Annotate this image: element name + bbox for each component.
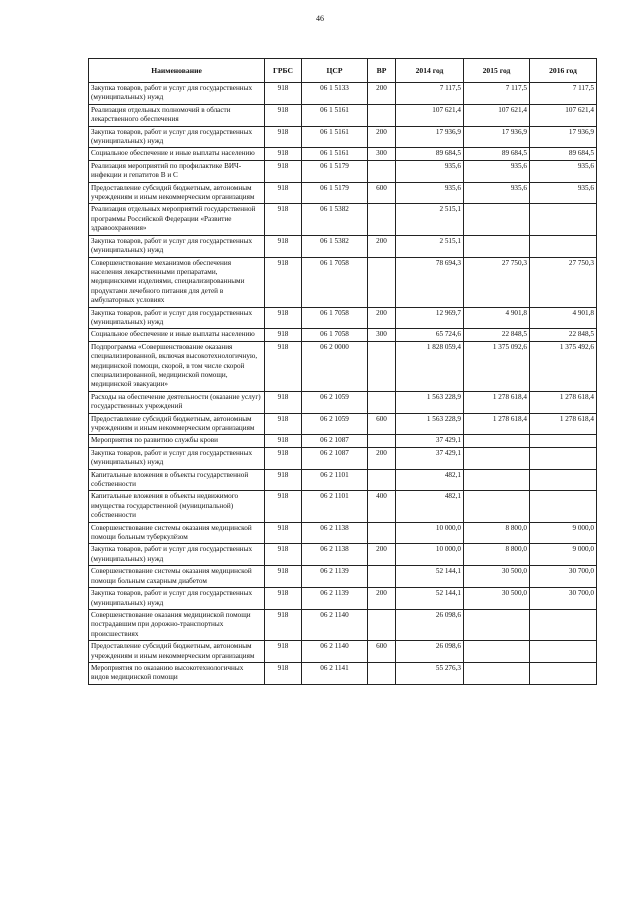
cell-vr: 300 [368, 329, 396, 341]
cell-name: Закупка товаров, работ и услуг для государственных (муниципальных) нужд [89, 235, 265, 257]
cell-2015 [464, 235, 530, 257]
cell-2016 [530, 609, 597, 640]
table-row [89, 413, 597, 435]
cell-name: Закупка товаров, работ и услуг для государственных (муниципальных) нужд [89, 83, 265, 105]
column-header-name: Наименование [89, 59, 265, 83]
cell-csr: 06 2 1059 [302, 413, 368, 435]
cell-2014: 7 117,5 [396, 83, 464, 105]
cell-name: Реализация отдельных полномочий в области лекарственного обеспечения [89, 104, 265, 126]
cell-vr [368, 662, 396, 684]
cell-vr [368, 435, 396, 447]
cell-2016: 17 936,9 [530, 126, 597, 148]
cell-grbs: 918 [265, 413, 302, 435]
cell-name: Совершенствование системы оказания медицинской помощи больным сахарным диабетом [89, 566, 265, 588]
cell-2015: 17 936,9 [464, 126, 530, 148]
cell-vr: 200 [368, 126, 396, 148]
cell-2015: 1 278 618,4 [464, 391, 530, 413]
cell-grbs: 918 [265, 641, 302, 663]
cell-csr: 06 2 1087 [302, 435, 368, 447]
cell-2014: 2 515,1 [396, 204, 464, 235]
table-row [89, 329, 597, 341]
cell-2016: 30 700,0 [530, 566, 597, 588]
cell-2014: 52 144,1 [396, 566, 464, 588]
cell-2016 [530, 435, 597, 447]
table-row [89, 522, 597, 544]
cell-name: Капитальные вложения в объекты государственной собственности [89, 469, 265, 491]
cell-vr [368, 104, 396, 126]
cell-csr: 06 2 1139 [302, 588, 368, 610]
cell-csr: 06 1 5179 [302, 160, 368, 182]
table-row [89, 148, 597, 160]
cell-2016 [530, 469, 597, 491]
cell-2015 [464, 491, 530, 522]
cell-2014: 935,6 [396, 160, 464, 182]
cell-csr: 06 1 5133 [302, 83, 368, 105]
cell-2015: 8 800,0 [464, 544, 530, 566]
table-row [89, 447, 597, 469]
cell-csr: 06 2 1101 [302, 469, 368, 491]
cell-2016: 4 901,8 [530, 307, 597, 329]
cell-name: Совершенствование оказания медицинской помощи пострадавшим при дорожно-транспортных происшествиях [89, 609, 265, 640]
cell-vr: 400 [368, 491, 396, 522]
cell-2016: 107 621,4 [530, 104, 597, 126]
table-row [89, 641, 597, 663]
cell-2014: 37 429,1 [396, 435, 464, 447]
cell-2014: 55 276,3 [396, 662, 464, 684]
cell-csr: 06 1 7058 [302, 257, 368, 307]
cell-vr: 600 [368, 182, 396, 204]
cell-2016 [530, 641, 597, 663]
cell-2014: 10 000,0 [396, 522, 464, 544]
cell-2015: 1 375 092,6 [464, 341, 530, 391]
table-row [89, 341, 597, 391]
cell-vr [368, 341, 396, 391]
table-row [89, 204, 597, 235]
cell-2015 [464, 662, 530, 684]
cell-name: Капитальные вложения в объекты недвижимого имущества государственной (муниципальной) собственности [89, 491, 265, 522]
cell-grbs: 918 [265, 341, 302, 391]
cell-name: Реализация отдельных мероприятий государственной программы Российской Федерации «Развитие здравоохранения» [89, 204, 265, 235]
cell-csr: 06 1 5161 [302, 126, 368, 148]
cell-2014: 26 098,6 [396, 641, 464, 663]
cell-2015: 935,6 [464, 160, 530, 182]
cell-2015 [464, 204, 530, 235]
cell-2016 [530, 447, 597, 469]
cell-2014: 37 429,1 [396, 447, 464, 469]
cell-2014: 107 621,4 [396, 104, 464, 126]
cell-grbs: 918 [265, 391, 302, 413]
cell-name: Закупка товаров, работ и услуг для государственных (муниципальных) нужд [89, 447, 265, 469]
cell-vr [368, 522, 396, 544]
cell-2014: 17 936,9 [396, 126, 464, 148]
cell-name: Мероприятия по развитию службы крови [89, 435, 265, 447]
cell-2015: 4 901,8 [464, 307, 530, 329]
cell-2015: 1 278 618,4 [464, 413, 530, 435]
cell-2016: 9 000,0 [530, 522, 597, 544]
cell-csr: 06 2 1140 [302, 609, 368, 640]
cell-2014: 935,6 [396, 182, 464, 204]
cell-2016: 1 375 492,6 [530, 341, 597, 391]
column-header-2015: 2015 год [464, 59, 530, 83]
cell-2016: 935,6 [530, 182, 597, 204]
cell-name: Предоставление субсидий бюджетным, автономным учреждениям и иным некоммерческим организациям [89, 413, 265, 435]
cell-vr: 200 [368, 235, 396, 257]
cell-grbs: 918 [265, 544, 302, 566]
cell-name: Закупка товаров, работ и услуг для государственных (муниципальных) нужд [89, 126, 265, 148]
cell-name: Мероприятия по оказанию высокотехнологичных видов медицинской помощи [89, 662, 265, 684]
cell-name: Совершенствование системы оказания медицинской помощи больным туберкулёзом [89, 522, 265, 544]
table-header-row [89, 59, 597, 83]
table-row [89, 235, 597, 257]
table-row [89, 566, 597, 588]
column-header-2014: 2014 год [396, 59, 464, 83]
cell-vr: 200 [368, 588, 396, 610]
cell-name: Социальное обеспечение и иные выплаты населению [89, 329, 265, 341]
table-row [89, 469, 597, 491]
cell-2014: 52 144,1 [396, 588, 464, 610]
cell-2016: 1 278 618,4 [530, 391, 597, 413]
budget-table [88, 58, 597, 685]
cell-name: Расходы на обеспечение деятельности (оказание услуг) государственных учреждений [89, 391, 265, 413]
cell-grbs: 918 [265, 447, 302, 469]
cell-grbs: 918 [265, 104, 302, 126]
cell-2014: 12 969,7 [396, 307, 464, 329]
cell-2016 [530, 491, 597, 522]
cell-csr: 06 1 7058 [302, 329, 368, 341]
cell-2014: 89 684,5 [396, 148, 464, 160]
cell-2014: 1 563 228,9 [396, 391, 464, 413]
cell-2014: 26 098,6 [396, 609, 464, 640]
cell-vr: 600 [368, 641, 396, 663]
cell-2014: 2 515,1 [396, 235, 464, 257]
cell-2014: 10 000,0 [396, 544, 464, 566]
cell-grbs: 918 [265, 307, 302, 329]
cell-csr: 06 1 5179 [302, 182, 368, 204]
cell-2014: 1 563 228,9 [396, 413, 464, 435]
cell-2015: 8 800,0 [464, 522, 530, 544]
cell-vr: 200 [368, 447, 396, 469]
cell-name: Закупка товаров, работ и услуг для государственных (муниципальных) нужд [89, 588, 265, 610]
cell-2016 [530, 235, 597, 257]
cell-2016: 30 700,0 [530, 588, 597, 610]
column-header-vr: ВР [368, 59, 396, 83]
cell-grbs: 918 [265, 662, 302, 684]
column-header-grbs: ГРБС [265, 59, 302, 83]
cell-vr [368, 566, 396, 588]
table-row [89, 391, 597, 413]
cell-2015: 107 621,4 [464, 104, 530, 126]
cell-grbs: 918 [265, 182, 302, 204]
cell-2014: 1 828 059,4 [396, 341, 464, 391]
cell-vr [368, 160, 396, 182]
cell-2016: 89 684,5 [530, 148, 597, 160]
cell-csr: 06 1 5161 [302, 148, 368, 160]
cell-vr: 200 [368, 307, 396, 329]
cell-2015 [464, 469, 530, 491]
cell-2016: 1 278 618,4 [530, 413, 597, 435]
cell-2016 [530, 204, 597, 235]
cell-vr [368, 469, 396, 491]
cell-2016: 27 750,3 [530, 257, 597, 307]
table-row [89, 662, 597, 684]
cell-name: Совершенствование механизмов обеспечения населения лекарственными препаратами, медицинскими изделиями, специализированными продуктами лечебного питания для детей в амбулаторных условиях [89, 257, 265, 307]
cell-2014: 65 724,6 [396, 329, 464, 341]
cell-2015: 7 117,5 [464, 83, 530, 105]
cell-grbs: 918 [265, 148, 302, 160]
cell-2016: 7 117,5 [530, 83, 597, 105]
cell-vr: 300 [368, 148, 396, 160]
cell-name: Предоставление субсидий бюджетным, автономным учреждениям и иным некоммерческим организациям [89, 641, 265, 663]
cell-2016: 22 848,5 [530, 329, 597, 341]
cell-vr [368, 609, 396, 640]
cell-2016 [530, 662, 597, 684]
table-row [89, 182, 597, 204]
table-row [89, 307, 597, 329]
cell-csr: 06 2 1141 [302, 662, 368, 684]
cell-2015 [464, 609, 530, 640]
cell-name: Предоставление субсидий бюджетным, автономным учреждениям и иным некоммерческим организациям [89, 182, 265, 204]
cell-csr: 06 1 7058 [302, 307, 368, 329]
cell-name: Закупка товаров, работ и услуг для государственных (муниципальных) нужд [89, 307, 265, 329]
cell-2015: 22 848,5 [464, 329, 530, 341]
cell-2015 [464, 447, 530, 469]
cell-grbs: 918 [265, 257, 302, 307]
cell-grbs: 918 [265, 588, 302, 610]
cell-2014: 482,1 [396, 469, 464, 491]
cell-2015: 935,6 [464, 182, 530, 204]
cell-2015 [464, 435, 530, 447]
table-row [89, 160, 597, 182]
cell-2015: 89 684,5 [464, 148, 530, 160]
table-row [89, 544, 597, 566]
cell-grbs: 918 [265, 83, 302, 105]
table-row [89, 491, 597, 522]
cell-grbs: 918 [265, 235, 302, 257]
cell-name: Закупка товаров, работ и услуг для государственных (муниципальных) нужд [89, 544, 265, 566]
cell-csr: 06 2 0000 [302, 341, 368, 391]
cell-csr: 06 2 1087 [302, 447, 368, 469]
cell-vr [368, 391, 396, 413]
cell-2016: 935,6 [530, 160, 597, 182]
cell-csr: 06 2 1138 [302, 522, 368, 544]
cell-vr [368, 204, 396, 235]
table-row [89, 126, 597, 148]
cell-2015: 30 500,0 [464, 588, 530, 610]
table-row [89, 435, 597, 447]
cell-grbs: 918 [265, 469, 302, 491]
cell-vr: 200 [368, 83, 396, 105]
cell-vr: 200 [368, 544, 396, 566]
column-header-csr: ЦСР [302, 59, 368, 83]
cell-grbs: 918 [265, 435, 302, 447]
cell-csr: 06 2 1059 [302, 391, 368, 413]
cell-2015: 30 500,0 [464, 566, 530, 588]
cell-csr: 06 1 5382 [302, 235, 368, 257]
cell-grbs: 918 [265, 126, 302, 148]
table-row [89, 609, 597, 640]
cell-2014: 482,1 [396, 491, 464, 522]
cell-csr: 06 2 1140 [302, 641, 368, 663]
cell-csr: 06 2 1139 [302, 566, 368, 588]
table-row [89, 83, 597, 105]
column-header-2016: 2016 год [530, 59, 597, 83]
cell-grbs: 918 [265, 609, 302, 640]
cell-grbs: 918 [265, 566, 302, 588]
table-row [89, 104, 597, 126]
cell-grbs: 918 [265, 522, 302, 544]
table-row [89, 257, 597, 307]
cell-vr [368, 257, 396, 307]
cell-grbs: 918 [265, 491, 302, 522]
cell-2016: 9 000,0 [530, 544, 597, 566]
cell-name: Реализация мероприятий по профилактике ВИЧ-инфекции и гепатитов В и С [89, 160, 265, 182]
cell-csr: 06 2 1138 [302, 544, 368, 566]
cell-csr: 06 1 5161 [302, 104, 368, 126]
cell-grbs: 918 [265, 160, 302, 182]
page-number: 46 [316, 14, 324, 23]
cell-grbs: 918 [265, 204, 302, 235]
cell-grbs: 918 [265, 329, 302, 341]
cell-name: Подпрограмма «Совершенствование оказания специализированной, включая высокотехнологичную, медицинской помощи, скорой, в том числе скорой специализированной, медицинской помощи, медицинской эвакуации» [89, 341, 265, 391]
cell-name: Социальное обеспечение и иные выплаты населению [89, 148, 265, 160]
cell-csr: 06 2 1101 [302, 491, 368, 522]
cell-2014: 78 694,3 [396, 257, 464, 307]
cell-vr: 600 [368, 413, 396, 435]
cell-2015: 27 750,3 [464, 257, 530, 307]
cell-csr: 06 1 5382 [302, 204, 368, 235]
cell-2015 [464, 641, 530, 663]
table-row [89, 588, 597, 610]
